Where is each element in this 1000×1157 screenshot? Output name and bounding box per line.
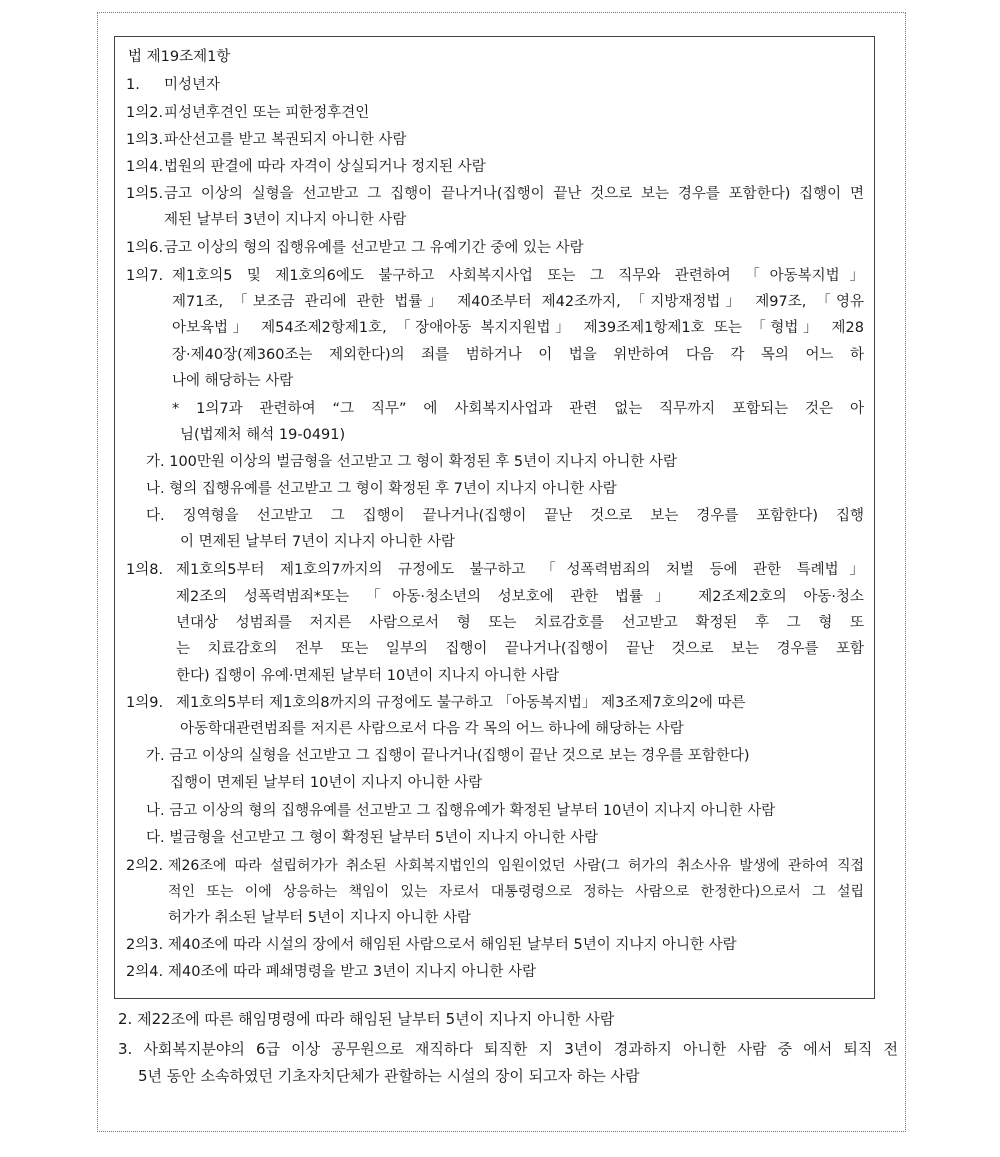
item-text: 나에 해당하는 사람: [172, 373, 294, 389]
sub-item: 나. 형의 집행유예를 선고받고 그 형이 확정된 후 7년이 지나지 아니한 사람: [146, 481, 617, 497]
item-number: 1의5.: [126, 186, 164, 202]
item-number: 1의9.: [126, 695, 164, 711]
item-text: 제1호의5부터 제1호의7까지의 규정에도 불구하고 「성폭력범죄의 처벌 등에 관한 특례법」: [176, 562, 864, 578]
item-text: 는 치료감호의 전부 또는 일부의 집행이 끝나거나(집행이 끝난 것으로 보는 경우를 포함: [176, 641, 864, 657]
item-number: 1의3.: [126, 132, 164, 148]
item-text: 제40조에 따라 시설의 장에서 해임된 사람으로서 해임된 날부터 5년이 지나지 아니한 사람: [168, 937, 737, 953]
item-text: 적인 또는 이에 상응하는 책임이 있는 자로서 대통령령으로 정하는 사람으로 한정한다)으로서 그 설립: [168, 884, 864, 900]
sub-item: 집행이 면제된 날부터 10년이 지나지 아니한 사람: [170, 775, 483, 791]
item-number: 2의4.: [126, 964, 164, 980]
item-text: 한다) 집행이 유예·면제된 날부터 10년이 지나지 아니한 사람: [176, 668, 560, 684]
item-number: 1의4.: [126, 159, 164, 175]
item-number: 1.: [126, 77, 140, 93]
sub-item: 이 면제된 날부터 7년이 지나지 아니한 사람: [180, 534, 455, 550]
item-text: 금고 이상의 형의 집행유예를 선고받고 그 유예기간 중에 있는 사람: [164, 240, 584, 256]
item-text: 아동학대관련범죄를 저지른 사람으로서 다음 각 목의 어느 하나에 해당하는 사람: [180, 721, 684, 737]
sub-item: 다. 벌금형을 선고받고 그 형이 확정된 날부터 5년이 지나지 아니한 사람: [146, 830, 599, 846]
item-text: 제2조의 성폭력범죄*또는 「아동·청소년의 성보호에 관한 법률」 제2조제2호의 아동·청소: [176, 589, 864, 605]
item-number: 1의6.: [126, 240, 164, 256]
sub-item: 다. 징역형을 선고받고 그 집행이 끝나거나(집행이 끝난 것으로 보는 경우를 포함한다) 집행: [146, 508, 864, 524]
interpretation-note: 님(법제처 해석 19-0491): [180, 427, 346, 443]
sub-item: 나. 금고 이상의 형의 집행유예를 선고받고 그 집행유예가 확정된 날부터 10년이 지나지 아니한 사람: [146, 803, 776, 819]
item-text: 년대상 성범죄를 저지른 사람으로서 형 또는 치료감호를 선고받고 확정된 후 그 형 또: [176, 615, 864, 631]
item-text: 제71조, 「보조금 관리에 관한 법률」 제40조부터 제42조까지, 「지방재정법」 제97조, 「영유: [172, 294, 864, 310]
list-item-3: 3. 사회복지분야의 6급 이상 공무원으로 재직하다 퇴직한 지 3년이 경과하지 아니한 사람 중 에서 퇴직 전: [118, 1040, 898, 1058]
excerpt-header: 법 제19조제1항: [128, 49, 231, 65]
item-text: 법원의 판결에 따라 자격이 상실되거나 정지된 사람: [164, 159, 486, 175]
item-number: 2의2.: [126, 858, 164, 874]
item-number: 1의7.: [126, 268, 164, 284]
sub-item: 가. 100만원 이상의 벌금형을 선고받고 그 형이 확정된 후 5년이 지나지 아니한 사람: [146, 454, 678, 470]
item-text: 금고 이상의 실형을 선고받고 그 집행이 끝나거나(집행이 끝난 것으로 보는 경우를 포함한다) 집행이 면: [164, 186, 864, 202]
item-text: 제된 날부터 3년이 지나지 아니한 사람: [164, 212, 407, 228]
interpretation-note: * 1의7과 관련하여 “그 직무” 에 사회복지사업과 관련 없는 직무까지 포함되는 것은 아: [172, 401, 864, 417]
item-text: 제1호의5 및 제1호의6에도 불구하고 사회복지사업 또는 그 직무와 관련하여 「아동복지법」: [172, 268, 864, 284]
item-number: 2의3.: [126, 937, 164, 953]
item-text: 피성년후견인 또는 피한정후견인: [164, 105, 370, 121]
item-text: 허가가 취소된 날부터 5년이 지나지 아니한 사람: [168, 910, 472, 926]
item-text: 제26조에 따라 설립허가가 취소된 사회복지법인의 임원이었던 사람(그 허가의 취소사유 발생에 관하여 직접: [168, 858, 864, 874]
item-number: 1의8.: [126, 562, 164, 578]
item-text: 장·제40장(제360조는 제외한다)의 죄를 범하거나 이 법을 위반하여 다음 각 목의 어느 하: [172, 347, 864, 363]
list-item-2: 2. 제22조에 따른 해임명령에 따라 해임된 날부터 5년이 지나지 아니한 사람: [118, 1010, 615, 1028]
item-text: 제1호의5부터 제1호의8까지의 규정에도 불구하고 「아동복지법」 제3조제7호의2에 따른: [176, 695, 746, 711]
sub-item: 가. 금고 이상의 실형을 선고받고 그 집행이 끝나거나(집행이 끝난 것으로 보는 경우를 포함한다): [146, 748, 750, 764]
item-number: 1의2.: [126, 105, 164, 121]
list-item-3: 5년 동안 소속하였던 기초자치단체가 관할하는 시설의 장이 되고자 하는 사람: [138, 1067, 640, 1085]
item-text: 미성년자: [164, 77, 221, 93]
item-text: 제40조에 따라 폐쇄명령을 받고 3년이 지나지 아니한 사람: [168, 964, 537, 980]
item-text: 파산선고를 받고 복권되지 아니한 사람: [164, 132, 407, 148]
item-text: 아보육법」 제54조제2항제1호, 「장애아동 복지지원법」 제39조제1항제1호 또는 「형법」 제28: [172, 320, 864, 336]
